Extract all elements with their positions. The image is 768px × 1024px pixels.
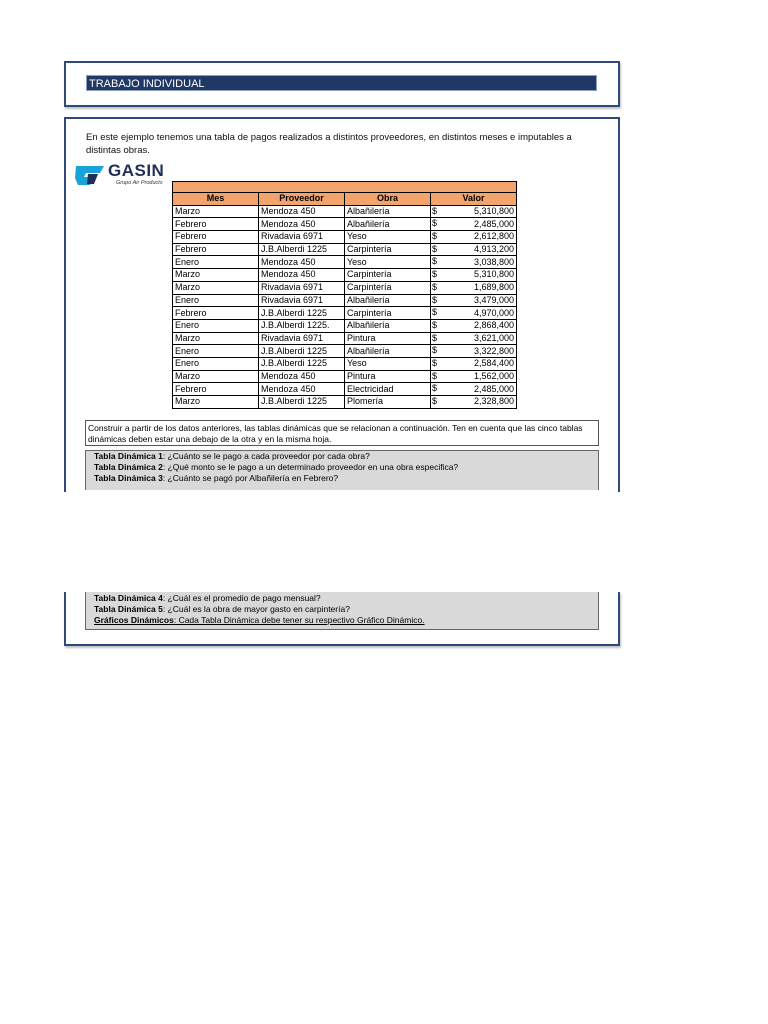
cell-valor (431, 345, 517, 358)
cell-mes: Marzo (173, 396, 259, 409)
logo-tagline: Grupo Air Products (116, 180, 163, 186)
cell-obra: Electricidad (345, 383, 431, 396)
cell-mes: Marzo (173, 205, 259, 218)
currency-symbol: $ (432, 383, 438, 394)
value-amount: 2,485,000 (473, 218, 514, 229)
cell-valor (431, 370, 517, 383)
table-row (173, 243, 517, 256)
cell-obra: Yeso (345, 357, 431, 370)
value-amount: 2,485,000 (473, 383, 514, 394)
table-row (173, 396, 517, 409)
cell-obra: Pintura (345, 370, 431, 383)
cell-mes: Marzo (173, 370, 259, 383)
cell-mes: Marzo (173, 269, 259, 282)
cell-proveedor: J.B.Alberdi 1225 (259, 345, 345, 358)
cell-mes: Enero (173, 319, 259, 332)
value-amount: 3,038,800 (473, 256, 514, 267)
table-row (173, 357, 517, 370)
cell-proveedor: Rivadavia 6971 (259, 231, 345, 244)
currency-symbol: $ (432, 396, 438, 406)
cell-mes: Febrero (173, 383, 259, 396)
task-3: Tabla Dinámica 3: ¿Cuánto se pagó por Albañilería en Febrero? (94, 473, 339, 483)
currency-symbol: $ (432, 231, 438, 242)
cell-mes: Febrero (173, 218, 259, 231)
cell-proveedor: Mendoza 450 (259, 205, 345, 218)
cell-proveedor: Rivadavia 6971 (259, 294, 345, 307)
table-row (173, 307, 517, 320)
value-amount: 3,322,800 (473, 345, 514, 356)
cell-proveedor: Mendoza 450 (259, 218, 345, 231)
title-frame (64, 61, 620, 107)
currency-symbol: $ (432, 332, 438, 343)
value-amount: 3,621,000 (473, 332, 514, 343)
value-amount: 4,970,000 (473, 307, 514, 318)
gasin-logo (74, 163, 184, 189)
cell-valor (431, 396, 517, 409)
cell-valor (431, 383, 517, 396)
cell-mes: Febrero (173, 231, 259, 244)
cell-mes: Enero (173, 294, 259, 307)
cell-proveedor: Mendoza 450 (259, 370, 345, 383)
cell-valor (431, 357, 517, 370)
value-amount: 4,913,200 (473, 244, 514, 255)
value-amount: 3,479,000 (473, 294, 514, 305)
currency-symbol: $ (432, 256, 438, 267)
table-row (173, 205, 517, 218)
cell-mes: Febrero (173, 307, 259, 320)
tasks-box-top (85, 450, 599, 490)
cell-proveedor: J.B.Alberdi 1225 (259, 396, 345, 409)
table-row (173, 294, 517, 307)
cell-proveedor: J.B.Alberdi 1225 (259, 243, 345, 256)
table-row (173, 231, 517, 244)
cell-valor (431, 231, 517, 244)
value-amount: 1,689,800 (473, 282, 514, 293)
cell-valor (431, 281, 517, 294)
currency-symbol: $ (432, 357, 438, 368)
cell-mes: Marzo (173, 281, 259, 294)
header-mes: Mes (173, 193, 259, 206)
cell-obra: Albañilería (345, 294, 431, 307)
task-5: Tabla Dinámica 5: ¿Cuál es la obra de mayor gasto en carpintería? (94, 604, 350, 614)
cell-obra: Carpintería (345, 269, 431, 282)
cell-valor (431, 294, 517, 307)
cell-obra: Carpintería (345, 243, 431, 256)
header-valor: Valor (431, 193, 517, 206)
task-4: Tabla Dinámica 4: ¿Cuál es el promedio de pago mensual? (94, 593, 321, 603)
cell-valor (431, 205, 517, 218)
table-row (173, 370, 517, 383)
cell-mes: Febrero (173, 243, 259, 256)
currency-symbol: $ (432, 319, 438, 330)
currency-symbol: $ (432, 294, 438, 305)
cell-obra: Albañilería (345, 345, 431, 358)
currency-symbol: $ (432, 307, 438, 318)
logo-name: GASIN (108, 161, 165, 180)
currency-symbol: $ (432, 345, 438, 356)
task-graficos: Gráficos Dinámicos: Cada Tabla Dinámica debe tener su respectivo Gráfico Dinámico. (94, 615, 425, 625)
table-row (173, 319, 517, 332)
table-row (173, 269, 517, 282)
cell-proveedor: Mendoza 450 (259, 256, 345, 269)
cell-proveedor: J.B.Alberdi 1225 (259, 307, 345, 320)
currency-symbol: $ (432, 218, 438, 229)
instructions-text: Construir a partir de los datos anteriores, las tablas dinámicas que se relacionan a continuación. Ten en cuenta que las cinco tablas dinámicas deben estar una debajo de la otra y en la misma hoja. (85, 420, 599, 446)
value-amount: 2,328,800 (473, 396, 514, 407)
tasks-box-bottom (85, 592, 599, 630)
cell-valor (431, 319, 517, 332)
table-top-band (173, 182, 517, 193)
header-proveedor: Proveedor (259, 193, 345, 206)
cell-mes: Enero (173, 256, 259, 269)
cell-obra: Albañilería (345, 205, 431, 218)
cell-obra: Plomería (345, 396, 431, 409)
cell-valor (431, 218, 517, 231)
cell-valor (431, 269, 517, 282)
gasin-logo-icon (74, 163, 108, 187)
table-header-row (173, 193, 517, 206)
cell-mes: Marzo (173, 332, 259, 345)
cell-proveedor: Mendoza 450 (259, 383, 345, 396)
cell-mes: Enero (173, 357, 259, 370)
table-row (173, 345, 517, 358)
cell-proveedor: J.B.Alberdi 1225. (259, 319, 345, 332)
currency-symbol: $ (432, 370, 438, 381)
value-amount: 5,310,800 (473, 206, 514, 217)
table-row (173, 383, 517, 396)
cell-proveedor: Rivadavia 6971 (259, 332, 345, 345)
cell-obra: Albañilería (345, 218, 431, 231)
intro-text: En este ejemplo tenemos una tabla de pagos realizados a distintos proveedores, en distintos meses e imputables a distintas obras. (86, 132, 572, 156)
payments-table (172, 181, 517, 409)
task-2: Tabla Dinámica 2: ¿Qué monto se le pago a un determinado proveedor en una obra especifica? (94, 462, 459, 472)
header-obra: Obra (345, 193, 431, 206)
content-frame-top (64, 117, 620, 492)
cell-obra: Albañilería (345, 319, 431, 332)
cell-obra: Yeso (345, 231, 431, 244)
cell-valor (431, 332, 517, 345)
content-frame-bottom (64, 592, 620, 646)
value-amount: 5,310,800 (473, 269, 514, 280)
cell-proveedor: J.B.Alberdi 1225 (259, 357, 345, 370)
cell-obra: Carpintería (345, 307, 431, 320)
currency-symbol: $ (432, 243, 438, 254)
value-amount: 1,562,000 (473, 370, 514, 381)
currency-symbol: $ (432, 205, 438, 216)
task-1: Tabla Dinámica 1: ¿Cuánto se le pago a cada proveedor por cada obra? (94, 451, 370, 461)
value-amount: 2,584,400 (473, 358, 514, 369)
table-row (173, 332, 517, 345)
value-amount: 2,612,800 (473, 231, 514, 242)
cell-obra: Pintura (345, 332, 431, 345)
table-row (173, 256, 517, 269)
cell-valor (431, 243, 517, 256)
cell-obra: Yeso (345, 256, 431, 269)
table-row (173, 218, 517, 231)
page-title: TRABAJO INDIVIDUAL (86, 75, 597, 91)
cell-valor (431, 307, 517, 320)
cell-valor (431, 256, 517, 269)
table-row (173, 281, 517, 294)
cell-proveedor: Mendoza 450 (259, 269, 345, 282)
cell-mes: Enero (173, 345, 259, 358)
value-amount: 2,868,400 (473, 320, 514, 331)
currency-symbol: $ (432, 281, 438, 292)
currency-symbol: $ (432, 269, 438, 280)
cell-proveedor: Rivadavia 6971 (259, 281, 345, 294)
cell-obra: Carpintería (345, 281, 431, 294)
